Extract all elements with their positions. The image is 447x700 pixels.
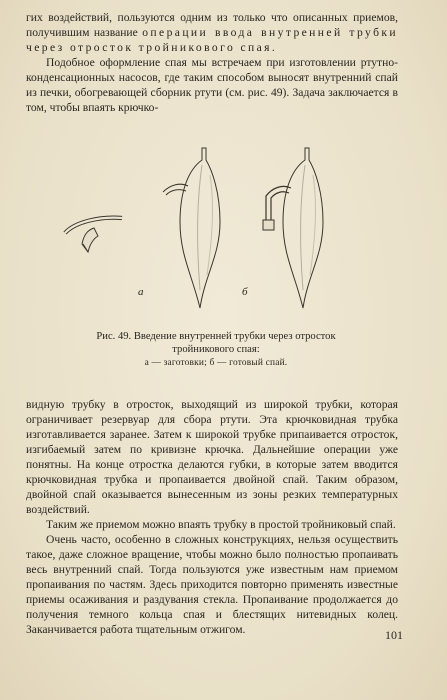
hook-tube-blank <box>65 218 122 252</box>
page-number: 101 <box>385 628 403 642</box>
bulb-blank <box>163 148 220 308</box>
finished-seal <box>263 148 323 308</box>
spaced-emphasis: операции ввода внутренней трубки через отросток тройникового спая. <box>26 26 399 54</box>
bottom-text-block <box>26 397 398 637</box>
paragraph-continuation: гих воздействий, пользуются одним из только что описанных приемов, получившим название операции ввода внутренней трубки через отросток тройникового спая. <box>26 11 399 54</box>
paragraph-pump: Подобное оформление спая мы встречаем при изготовлении ртутно-конденсационных насосов, где таким способом выносят внутренний спай из печки, обогревающей сборник ртути (см. рис. 49). Задача заключается в том, чтобы впаять крючко- <box>26 56 398 114</box>
figure-caption-title: Рис. 49. Введение внутренней трубки через отросток тройникового спая: <box>96 331 336 355</box>
paragraph-complex: Очень часто, особенно в сложных конструкциях, нельзя осуществить такое, даже сложное вращение, чтобы можно было полностью пропаивать весь внутренний спай. Тогда пользуются уже известным нам приемом пропаивания по частям. Здесь приходится повторно применять известные приемы осаживания и раздувания стекла. Пропаивание продолжается до получения темного кольца спая и блестящих нитевидных колец. Заканчивается работа тщательным отжигом. <box>26 533 398 636</box>
label-a: а <box>138 286 144 298</box>
paragraph-hook-tube: видную трубку в отросток, выходящий из широкой трубки, которая ограничивает резервуар для сбора ртути. Эта крючковидная трубка изготавливается заранее. Затем к широкой трубке припаивается отросток, изгибаемый затем по кривизне крючка. Дальнейшие операции уже понятны. На конце отростка делаются губки, в которые затем вводится крючковидная трубка и пропаивается двойной спай. Таким образом, двойной спай оказывается вынесенным из зоны резких температурных воздействий. <box>26 398 398 516</box>
label-b: б <box>242 286 248 298</box>
figure-49-glass-tubes <box>60 140 390 320</box>
top-text-block <box>26 10 398 115</box>
paragraph-simple-tee: Таким же приемом можно впаять трубку в простой тройниковый спай. <box>46 518 396 531</box>
figure-caption-legend: а — заготовки; б — готовый спай. <box>144 358 288 368</box>
